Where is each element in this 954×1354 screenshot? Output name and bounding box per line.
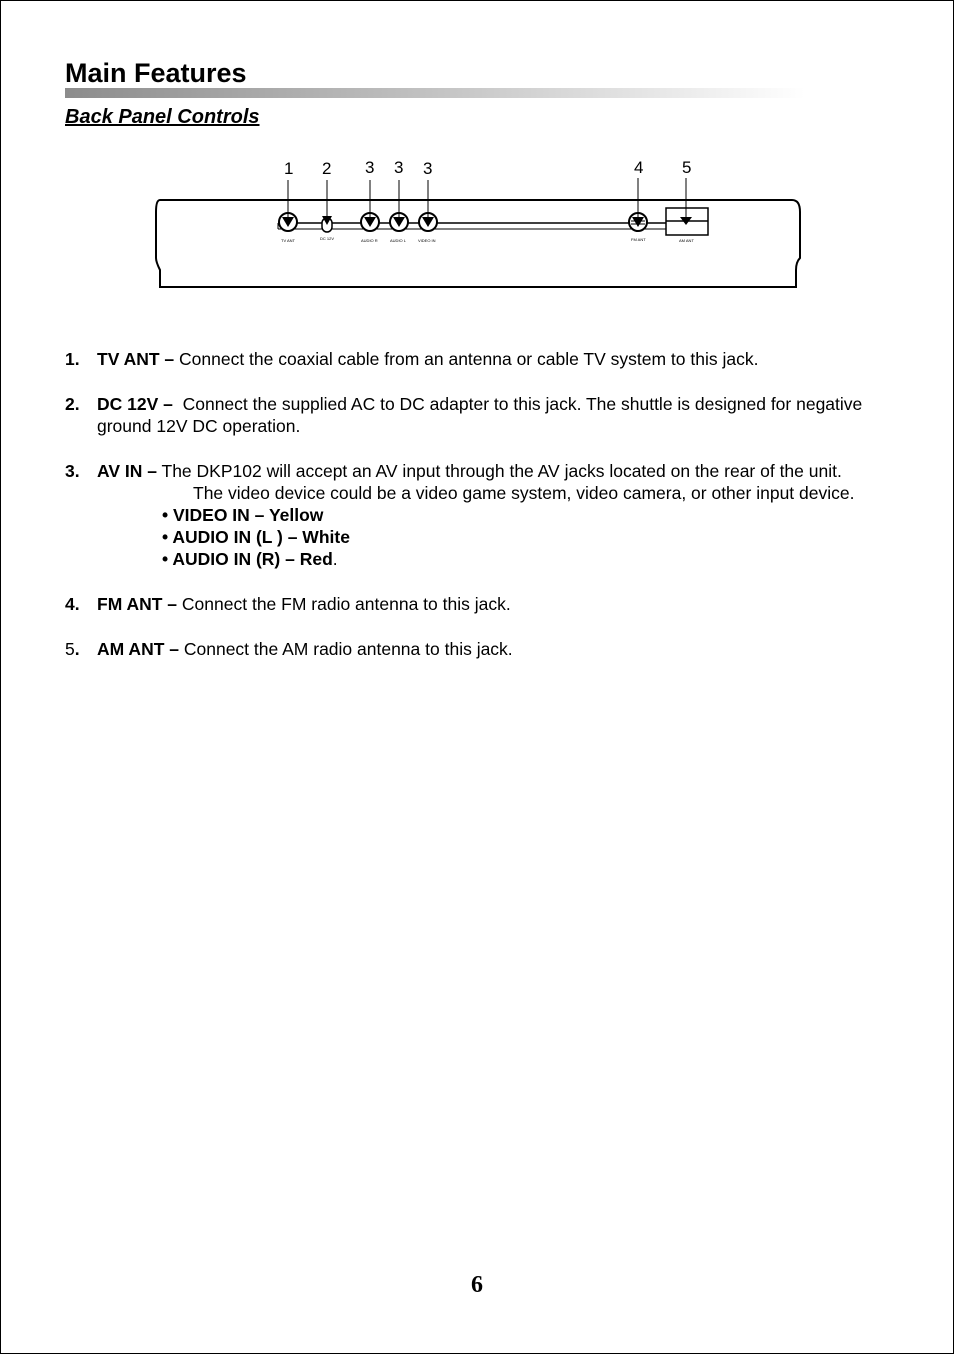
item-term: TV ANT – bbox=[97, 349, 175, 369]
list-item-av-in bbox=[65, 460, 905, 570]
item-text: Connect the AM radio antenna to this jack. bbox=[179, 639, 513, 659]
callout-5: 5 bbox=[682, 158, 692, 177]
av-sub-audio-r: • AUDIO IN (R) – Red bbox=[162, 549, 333, 569]
callout-2: 2 bbox=[322, 159, 332, 178]
av-sub-video: • VIDEO IN – Yellow bbox=[162, 505, 324, 525]
callout-3-audio-r: 3 bbox=[365, 158, 375, 177]
item-number: 3. bbox=[65, 461, 80, 481]
item-text: Connect the FM radio antenna to this jack. bbox=[177, 594, 511, 614]
callout-3-audio-l: 3 bbox=[394, 158, 404, 177]
list-item-tv-ant bbox=[65, 348, 905, 370]
am-ant-terminal bbox=[666, 208, 708, 235]
label-video-in: VIDEO IN bbox=[418, 238, 436, 243]
item-text: The DKP102 will accept an AV input through the AV jacks located on the rear of the unit. bbox=[156, 461, 842, 481]
list-item-am-ant bbox=[65, 638, 905, 660]
label-audio-r: AUDIO R bbox=[361, 238, 378, 243]
item-text: Connect the supplied AC to DC adapter to this jack. The shuttle is designed for negative ground 12V DC operation. bbox=[97, 394, 868, 436]
page-title: Main Features bbox=[65, 58, 247, 88]
callout-4: 4 bbox=[634, 158, 644, 177]
item-text-continued: The video device could be a video game system, video camera, or other input device. bbox=[193, 483, 855, 503]
item-term: DC 12V – bbox=[97, 394, 173, 414]
item-number-digit: 5 bbox=[65, 639, 75, 659]
list-item-dc-12v bbox=[65, 393, 905, 437]
item-text: Connect the coaxial cable from an antenna or cable TV system to this jack. bbox=[174, 349, 759, 369]
item-number: 1. bbox=[65, 349, 80, 369]
item-number bbox=[65, 638, 80, 660]
section-heading: Back Panel Controls bbox=[65, 106, 260, 128]
av-sub-trailing-period: . bbox=[332, 549, 338, 569]
callout-1: 1 bbox=[284, 159, 294, 178]
item-term: FM ANT – bbox=[97, 594, 178, 614]
back-panel-diagram bbox=[150, 150, 810, 295]
item-number: 4. bbox=[65, 594, 80, 614]
item-term: AV IN – bbox=[97, 461, 157, 481]
av-sub-audio-r-row bbox=[97, 548, 905, 570]
item-number-period: . bbox=[74, 639, 80, 659]
label-dc-12v: DC 12V bbox=[320, 236, 335, 241]
label-fm-ant: FM ANT bbox=[631, 237, 646, 242]
av-sub-audio-l: • AUDIO IN (L ) – White bbox=[162, 527, 350, 547]
title-underline-gradient bbox=[65, 88, 805, 98]
feature-list bbox=[65, 348, 905, 683]
callout-3-video-in: 3 bbox=[423, 159, 433, 178]
label-audio-l: AUDIO L bbox=[390, 238, 407, 243]
label-tv-ant: TV ANT bbox=[281, 238, 296, 243]
page-number: 6 bbox=[471, 1272, 483, 1298]
item-term: AM ANT – bbox=[97, 639, 179, 659]
item-number: 2. bbox=[65, 394, 80, 414]
list-item-fm-ant bbox=[65, 593, 905, 615]
label-am-ant: AM ANT bbox=[679, 238, 694, 243]
